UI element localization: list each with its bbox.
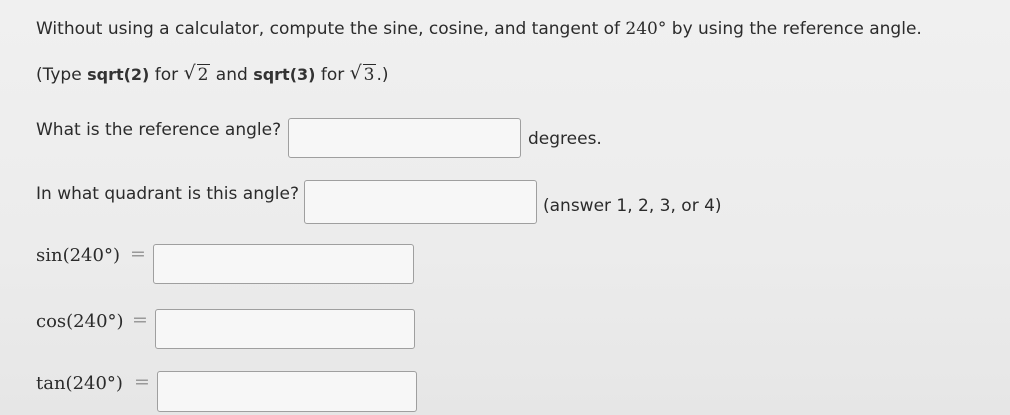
problem-statement (36, 19, 922, 39)
quadrant-input[interactable] (304, 180, 537, 224)
sqrt-2-symbol: √ 2 (183, 62, 209, 85)
hint-text: and (210, 65, 254, 85)
cos-equals-sign: = (132, 309, 148, 331)
hint-text: for (315, 65, 350, 85)
tan-equals-sign: = (134, 371, 150, 393)
input-hint (36, 62, 389, 85)
statement-text-start: Without using a calculator, compute the sine, cosine, and tangent of (36, 19, 626, 39)
sqrt-3-symbol: √ 3 (349, 62, 375, 85)
cos-answer-input[interactable] (155, 309, 415, 349)
tan-expression: tan(240°) (36, 373, 123, 394)
reference-angle-label: What is the reference angle? (36, 120, 282, 140)
quadrant-label: In what quadrant is this angle? (36, 184, 299, 204)
hint-text: (Type (36, 65, 88, 85)
statement-text-end: by using the reference angle. (666, 19, 922, 39)
hint-text: for (149, 65, 184, 85)
hint-code-sqrt2: sqrt(2) (87, 65, 150, 84)
sin-equals-sign: = (130, 243, 146, 265)
reference-angle-input[interactable] (288, 118, 521, 158)
cos-expression: cos(240°) (36, 311, 124, 332)
sin-answer-input[interactable] (153, 244, 414, 284)
tan-answer-input[interactable] (157, 371, 417, 412)
degrees-unit-label: degrees. (528, 129, 602, 149)
hint-text: .) (376, 65, 389, 85)
quadrant-hint: (answer 1, 2, 3, or 4) (543, 196, 722, 216)
angle-value: 240° (625, 19, 667, 39)
sin-expression: sin(240°) (36, 245, 120, 266)
hint-code-sqrt3: sqrt(3) (253, 65, 316, 84)
